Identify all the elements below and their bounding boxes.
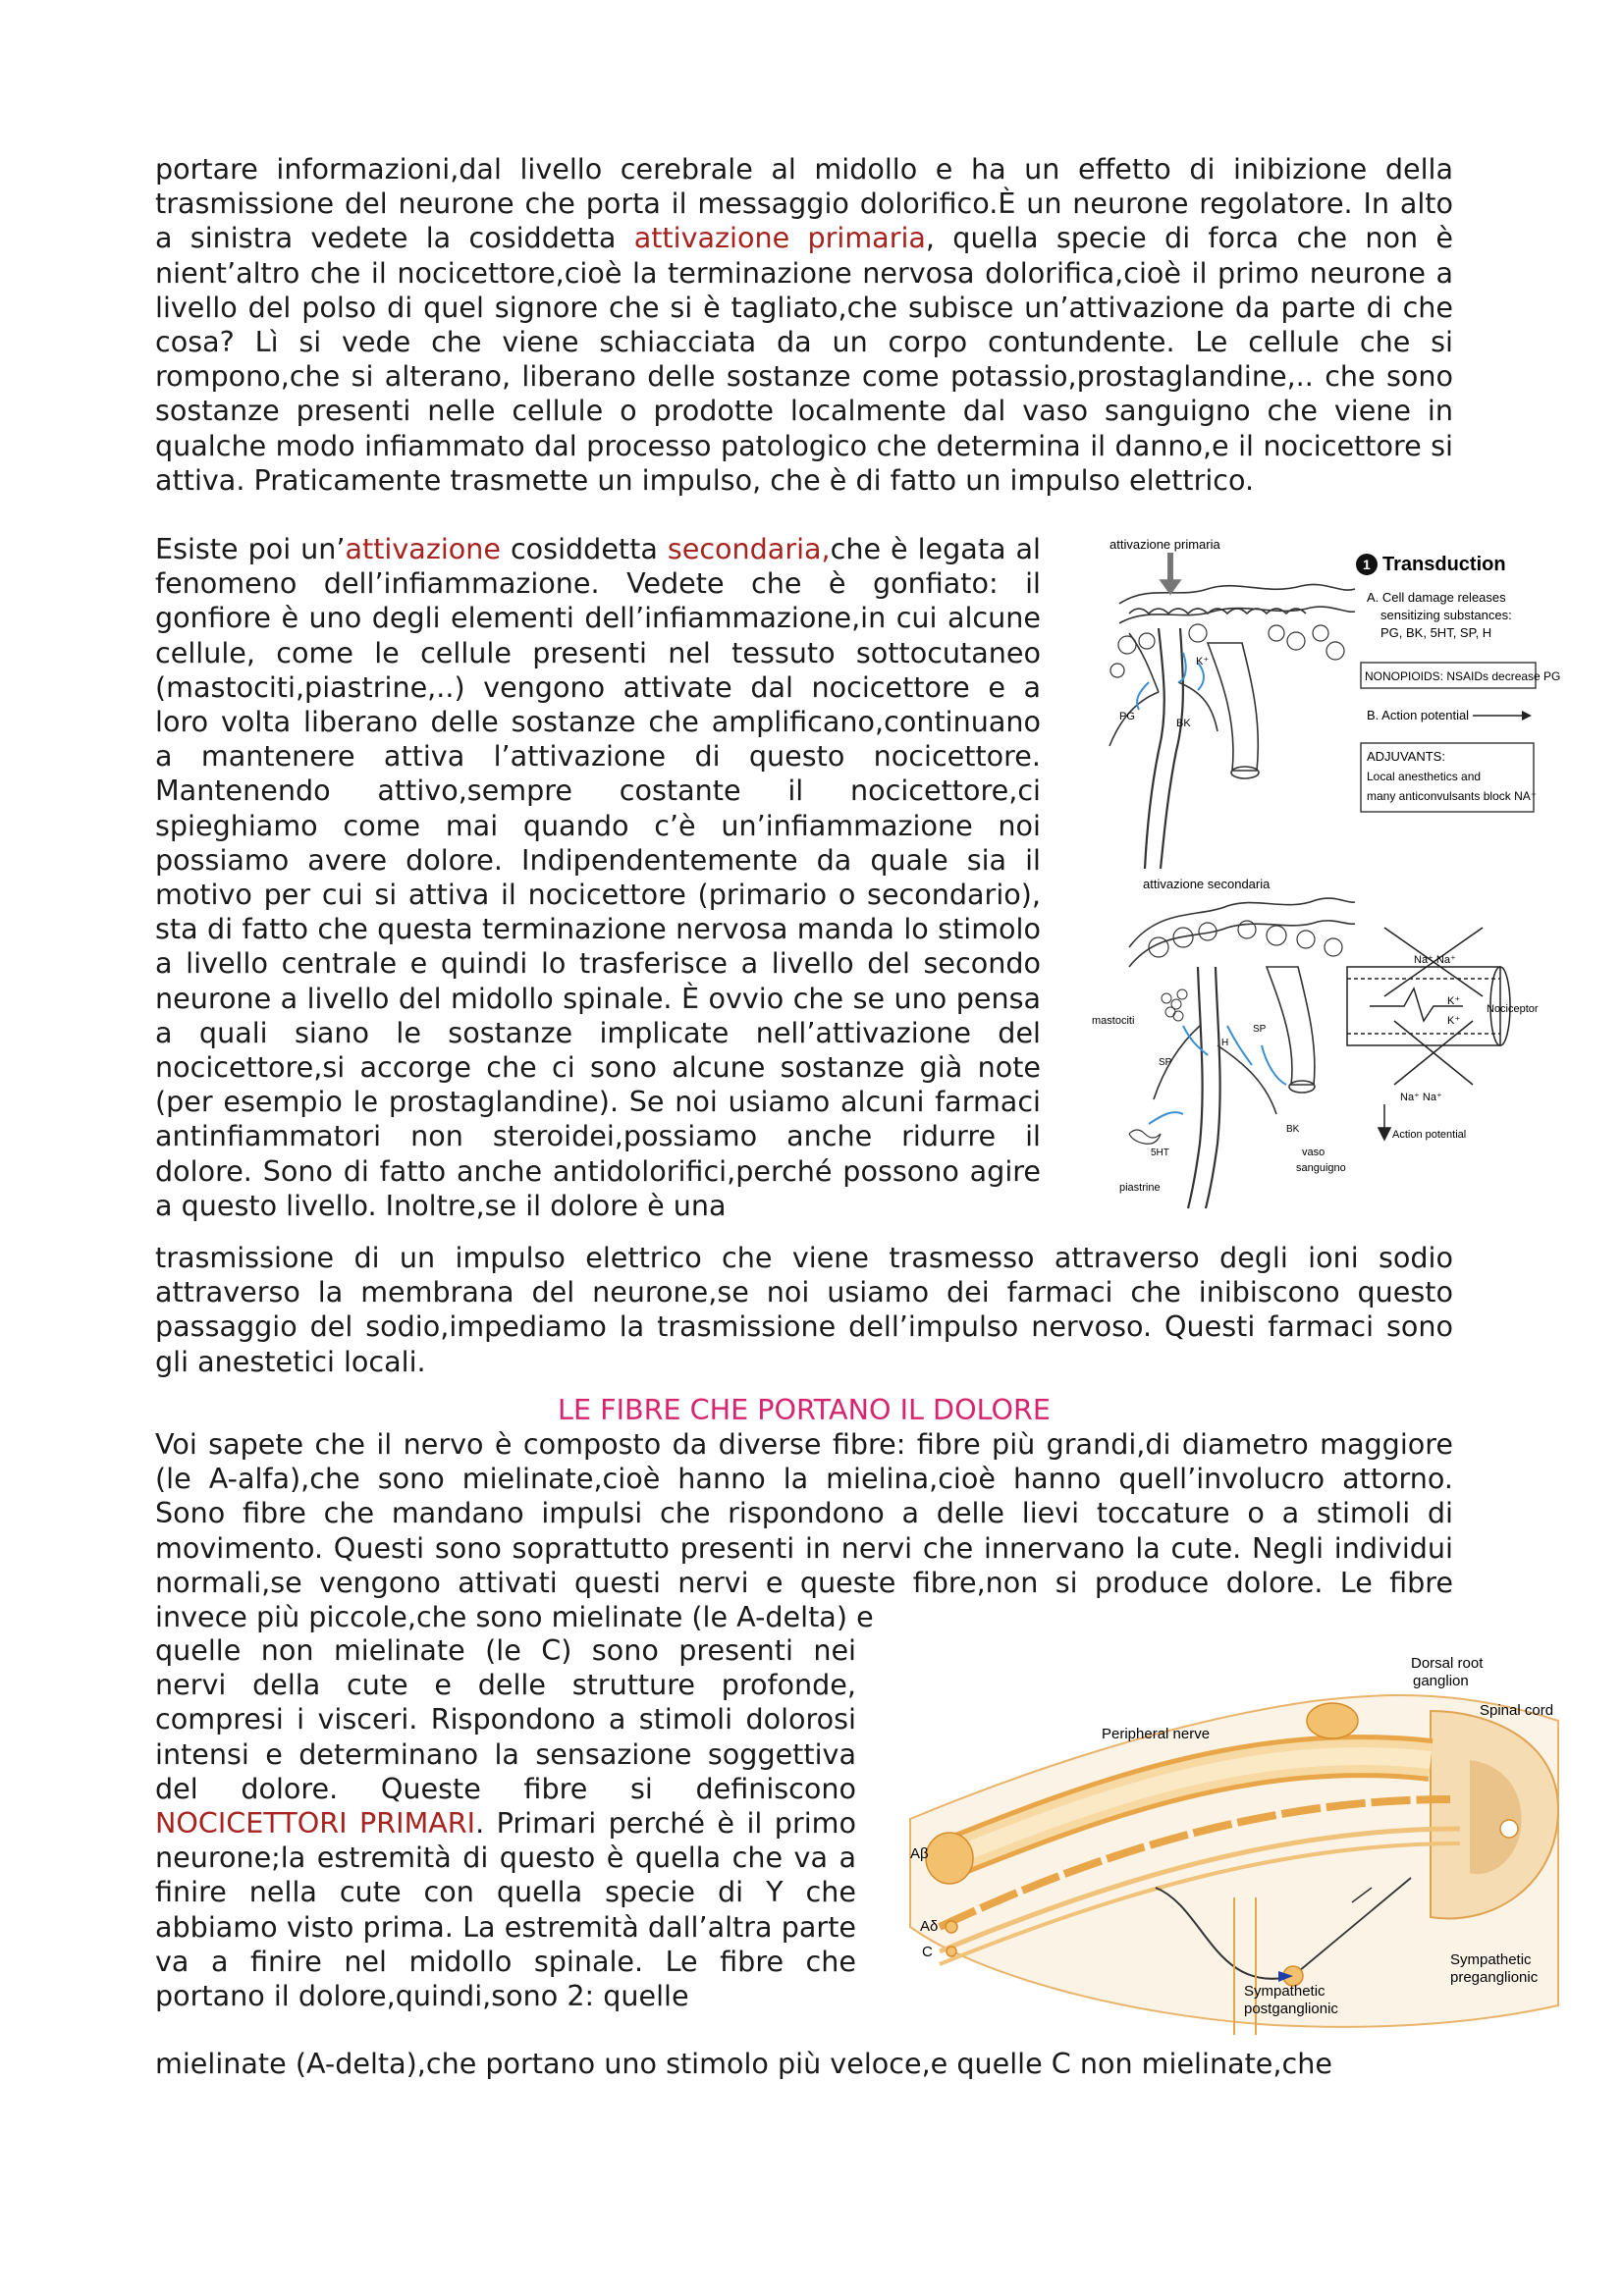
label-sympathetic-post: Sympathetic: [1244, 1983, 1325, 2000]
label-k1: K⁺: [1447, 995, 1461, 1007]
paragraph-anestetici: trasmissione di un impulso elettrico che viene trasmesso attraverso degli ioni sodio attraverso la membrana del neurone,se noi usiamo dei farmaci che inibiscono questo passaggio del sodio,impediamo la trasmissione dell’impulso nervoso. Questi farmaci sono gli anestetici locali.: [155, 1241, 1453, 1378]
label-attivazione-secondaria: attivazione secondaria: [1143, 877, 1271, 891]
label-action-potential: Action potential: [1392, 1129, 1467, 1141]
nonopioids-text: NONOPIOIDS: NSAIDs decrease PG: [1365, 669, 1561, 683]
paragraph-fibre: Voi sapete che il nervo è composto da diverse fibre: fibre più grandi,di diametro maggiore (le A-alfa),che sono mielinate,cioè hanno la mielina,cioè hanno quell’involucro attorno. Sono fibre che mandano impulsi che rispondono a delle lievi toccature o a stimoli di movimento. Questi sono soprattutto presenti in nervi che innervano la cute. Negli individui normali,se vengono attivati questi nervi e queste fibre,non si produce dolore. Le fibre invece più piccole,che sono mielinate (le A-delta) e: [155, 1427, 1453, 1634]
step-a-line2: sensitizing substances:: [1380, 608, 1512, 622]
highlight-secondaria: secondaria,: [667, 532, 831, 565]
adjuvants-title: ADJUVANTS:: [1367, 749, 1445, 764]
step-number: 1: [1363, 557, 1371, 572]
label-piastrine: piastrine: [1119, 1182, 1161, 1194]
label-k2: K⁺: [1447, 1015, 1461, 1027]
step-a-line1: A. Cell damage releases: [1367, 590, 1506, 605]
label-c-fiber: C: [922, 1944, 933, 1960]
text-segment: quelle non mielinate (le C) sono presenti nei nervi della cute e delle strutture profonde, compresi i visceri. Rispondono a stimoli dolorosi intensi e determinano la sensazione soggettiva del dolore. Queste fibre si definiscono: [155, 1633, 856, 1805]
text-segment: , quella specie di forca che non è nient’altro che il nocicettore,cioè la terminazione nervosa dolorifica,cioè il primo neurone a livello del polso di quel signore che si è tagliato,che subisce un’attivazione da parte di che cosa? Lì si vede che viene schiacciata da un corpo contundente. Le cellule che si rompono,che si alterano, liberano delle sostanze come potassio,prostaglandine,.. che sono sostanze presenti nelle cellule o prodotte localmente dal vaso sanguigno che viene in qualche modo infiammato dal processo patologico che determina il danno,e il nocicettore si attiva. Praticamente trasmette un impulso, che è di fatto un impulso elettrico.: [155, 221, 1453, 497]
label-peripheral-nerve: Peripheral nerve: [1102, 1726, 1211, 1742]
label-ganglion: ganglion: [1413, 1673, 1469, 1689]
step-b-text: B. Action potential: [1367, 708, 1470, 722]
label-sympathetic-pre: Sympathetic: [1450, 1951, 1532, 1968]
paragraph-nocicettori: [155, 1633, 856, 2013]
text-segment: che è legata al fenomeno dell’infiammazione. Vedete che è gonfiato: il gonfiore è uno degli elementi dell’infiammazione,in cui alcune cellule, come le cellule presenti nel tessuto sottocutaneo (mastociti,piastrine,..) vengono attivate dal nocicettore e a loro volta liberano delle sostanze che amplificano,continuano a mantenere attiva l’attivazione di questo nocicettore. Mantenendo attivo,sempre costante il nocicettore,ci spieghiamo come mai quando c’è un’infiammazione noi possiamo avere dolore. Indipendentemente da quale sia il motivo per cui si attiva il nocicettore (primario o secondario), sta di fatto che questa terminazione nervosa manda lo stimolo a livello centrale e quindi lo trasferisce a livello del secondo neurone a livello del midollo spinale. È ovvio che se uno pensa a quali siano le sostanze implicate nell’attivazione del nocicettore,si accorge che ci sono alcune sostanze già note (per esempio le prostaglandine). Se noi usiamo alcuni farmaci antinfiammatori non steroidei,possiamo anche ridurre il dolore. Sono di fatto anche antidolorifici,perché possono agire a questo livello. Inoltre,se il dolore è una: [155, 532, 1041, 1222]
adjuvants-line2: many anticonvulsants block NA⁺: [1367, 789, 1538, 803]
label-na-top: Na⁺ Na⁺: [1414, 954, 1456, 966]
paragraph-intro: [155, 152, 1453, 498]
label-pg: PG: [1119, 711, 1135, 722]
label-h: H: [1221, 1038, 1229, 1048]
label-k: K⁺: [1196, 656, 1210, 667]
highlight-attivazione-primaria: attivazione primaria: [633, 221, 926, 255]
label-dorsal-root: Dorsal root: [1411, 1655, 1484, 1672]
text-segment: . Primari perché è il primo neurone;la estremità di questo è quella che va a finire nella cute con quella specie di Y che abbiamo visto prima. La estremità dall’altra parte va a finire nel midollo spinale.: [155, 1806, 856, 1978]
label-attivazione-primaria: attivazione primaria: [1109, 537, 1220, 552]
label-sp2: SP: [1253, 1024, 1267, 1035]
label-a-beta: Aβ: [910, 1845, 929, 1862]
label-mastociti: mastociti: [1092, 1015, 1135, 1027]
section-title: LE FIBRE CHE PORTANO IL DOLORE: [558, 1393, 1051, 1426]
label-vaso: vaso: [1302, 1147, 1325, 1158]
text-segment: cosiddetta: [500, 532, 668, 565]
step-a-line3: PG, BK, 5HT, SP, H: [1380, 625, 1492, 640]
text-segment: portare informazioni,dal livello cerebrale al midollo e ha un effetto di inibizione della trasmissione del neurone che porta il messaggio dolorifico.È un neurone regolatore. In alto a sinistra vedete la cosiddetta: [155, 152, 1453, 255]
transduction-figure: [1090, 535, 1561, 1212]
label-sp: SP: [1159, 1057, 1172, 1068]
paragraph-attivazione-secondaria: [155, 532, 1041, 1223]
arrowhead: [1522, 711, 1532, 721]
text-segment: Esiste poi un’: [155, 532, 346, 565]
label-sanguigno: sanguigno: [1296, 1162, 1346, 1174]
highlight-nocicettori-primari: NOCICETTORI PRIMARI: [155, 1806, 476, 1841]
label-postganglionic: postganglionic: [1244, 2001, 1338, 2017]
highlight-attivazione: attivazione: [345, 532, 501, 565]
label-5ht: 5HT: [1151, 1148, 1169, 1158]
text-segment: Le fibre che portano il dolore,quindi,sono 2: quelle: [155, 1944, 856, 2013]
label-a-delta: Aδ: [920, 1918, 939, 1935]
label-preganglionic: preganglionic: [1450, 1969, 1539, 1986]
nerve-fibers-figure: [881, 1652, 1568, 2035]
label-bk: BK: [1176, 718, 1191, 729]
label-bk2: BK: [1286, 1124, 1300, 1135]
adjuvants-line1: Local anesthetics and: [1367, 770, 1482, 783]
paragraph-final-line: mielinate (A-delta),che portano uno stimolo più veloce,e quelle C non mielinate,che: [155, 2047, 1332, 2080]
heading-transduction: Transduction: [1382, 554, 1506, 575]
label-nociceptor: Nociceptor: [1487, 1003, 1539, 1015]
label-na-bottom: Na⁺ Na⁺: [1400, 1092, 1442, 1103]
label-spinal-cord: Spinal cord: [1480, 1702, 1554, 1719]
